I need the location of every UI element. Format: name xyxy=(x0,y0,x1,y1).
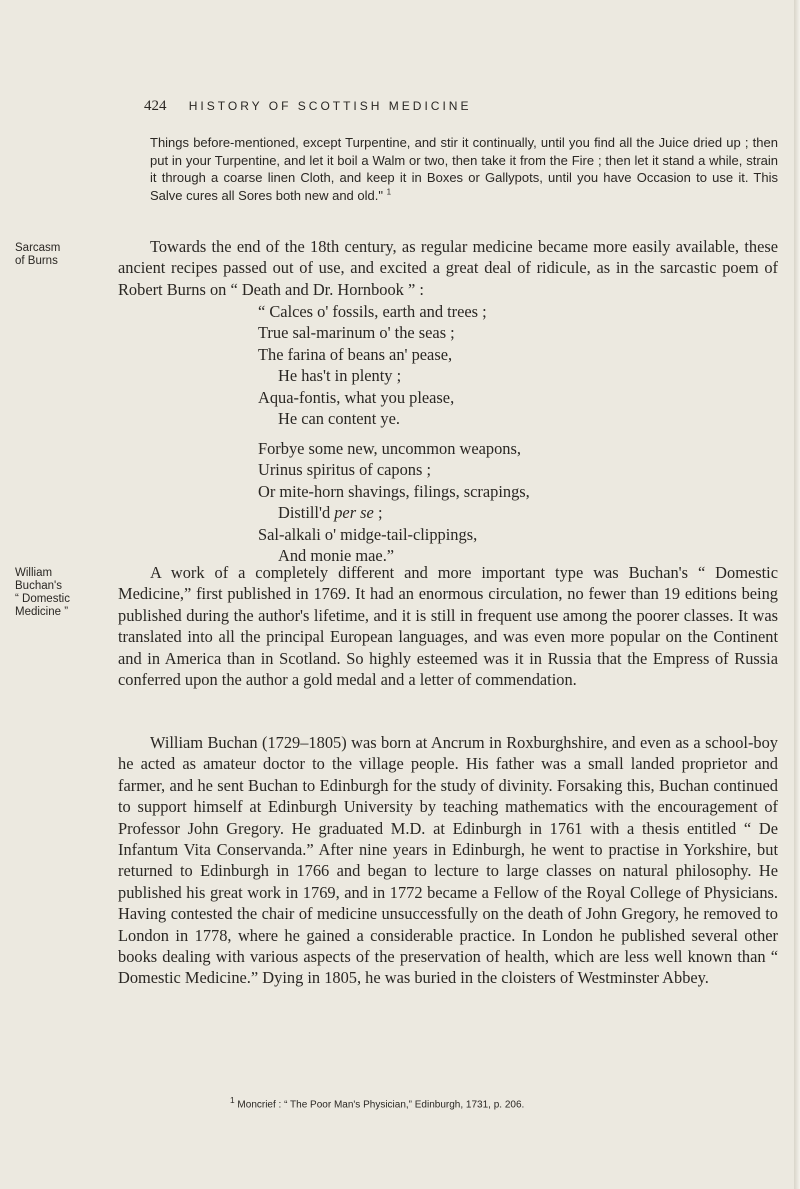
sidenote-line: of Burns xyxy=(15,255,58,267)
sidenote-line: Medicine ” xyxy=(15,606,69,618)
poem-line: He has't in plenty ; xyxy=(278,366,402,386)
sidenote-sarcasm xyxy=(15,242,125,268)
running-title: HISTORY OF SCOTTISH MEDICINE xyxy=(188,99,472,113)
sidenote-line: Sarcasm xyxy=(15,242,61,254)
sidenote-line: William xyxy=(15,567,53,579)
poem-text: Distill'd xyxy=(278,503,335,523)
poem-line: Sal-alkali o' midge-tail-clippings, xyxy=(258,524,478,544)
footnote-mark: 1 xyxy=(230,1095,235,1105)
sidenote-buchan xyxy=(15,567,125,619)
sidenote-line: Buchan's xyxy=(15,580,62,592)
paragraph-burns xyxy=(118,236,778,300)
poem-line: “ Calces o' fossils, earth and trees ; xyxy=(258,302,487,321)
poem-line: Or mite-horn shavings, filings, scrapings, xyxy=(258,481,530,501)
paragraph-domestic-medicine xyxy=(118,562,778,690)
poem-line: And monie mae.” xyxy=(278,546,395,566)
poem-text: ; xyxy=(373,503,383,523)
page-edge xyxy=(794,0,800,1189)
page-number: 424 xyxy=(144,98,167,114)
sidenote-line: “ Domestic xyxy=(15,593,70,605)
poem-line: Forbye some new, uncommon weapons, xyxy=(258,439,521,458)
footnote-text: Moncrief : “ The Poor Man's Physician,” Edinburgh, 1731, p. 206. xyxy=(237,1099,525,1111)
paragraph-william-buchan xyxy=(118,732,778,989)
poem-line xyxy=(258,502,758,523)
quotation-text: Things before-mentioned, except Turpentine, and stir it continually, until you find all the Juice dried up ; then put in your Turpentine, and let it boil a Walm or two, then take it from the Fire ; then let it stand a while, strain it through a coarse linen Cloth, and keep it in Boxes or Gallypots, until you have Occasion to use it. This Salve cures all Sores both new and old." xyxy=(150,135,778,203)
footnote xyxy=(230,1095,790,1110)
poem-italic-text: per se xyxy=(334,503,374,523)
burns-poem-stanza-2 xyxy=(258,438,758,566)
poem-line: The farina of beans an' pease, xyxy=(258,344,453,364)
poem-line: He can content ye. xyxy=(278,409,400,429)
paragraph-text: Towards the end of the 18th century, as regular medicine became more easily available, these ancient recipes passed out of use, and excited a great deal of ridicule, as in the sarcastic poem of Robert Burns on “ Death and Dr. Hornbook ” : xyxy=(118,237,778,299)
paragraph-text: William Buchan (1729–1805) was born at Ancrum in Roxburghshire, and even as a school-boy he acted as amateur doctor to the village people. His father was a small landed proprietor and farmer, and he sent Buchan to Edinburgh for the study of divinity. Forsaking this, Buchan continued to support himself at Edinburgh University by teaching mathematics with the encouragement of Professor John Gregory. He graduated M.D. at Edinburgh in 1761 with a thesis entitled “ De Infantum Vita Conservanda.” After nine years in Edinburgh, he went to practise in Yorkshire, but returned to Edinburgh in 1766 and began to lecture to large classes on natural philosophy. He published his great work in 1769, and in 1772 became a Fellow of the Royal College of Physicians. Having contested the chair of medicine unsuccessfully on the death of John Gregory, he removed to London in 1778, where he gained a considerable practice. In London he published several other books dealing with various aspects of the preservation of health, which are less well known than “ Domestic Medicine.” Dying in 1805, he was buried in the cloisters of Westminster Abbey. xyxy=(118,733,778,988)
poem-line: Aqua-fontis, what you please, xyxy=(258,387,455,407)
recipe-quotation xyxy=(150,134,778,204)
burns-poem xyxy=(258,301,758,429)
footnote-reference: 1 xyxy=(386,187,392,197)
paragraph-text: A work of a completely different and more important type was Buchan's “ Domestic Medicine,” first published in 1769. It had an enormous circulation, no fewer than 19 editions being published during the author's lifetime, and it is still in frequent use among the poorer classes. It was translated into all the principal European languages, and was even more popular on the Continent and in America than in Scotland. So highly esteemed was it in Russia that the Empress of Russia conferred upon the author a gold medal and a letter of commendation. xyxy=(118,563,778,690)
poem-line: True sal-marinum o' the seas ; xyxy=(258,323,455,343)
poem-line: Urinus spiritus of capons ; xyxy=(258,460,431,480)
running-header xyxy=(144,98,784,115)
